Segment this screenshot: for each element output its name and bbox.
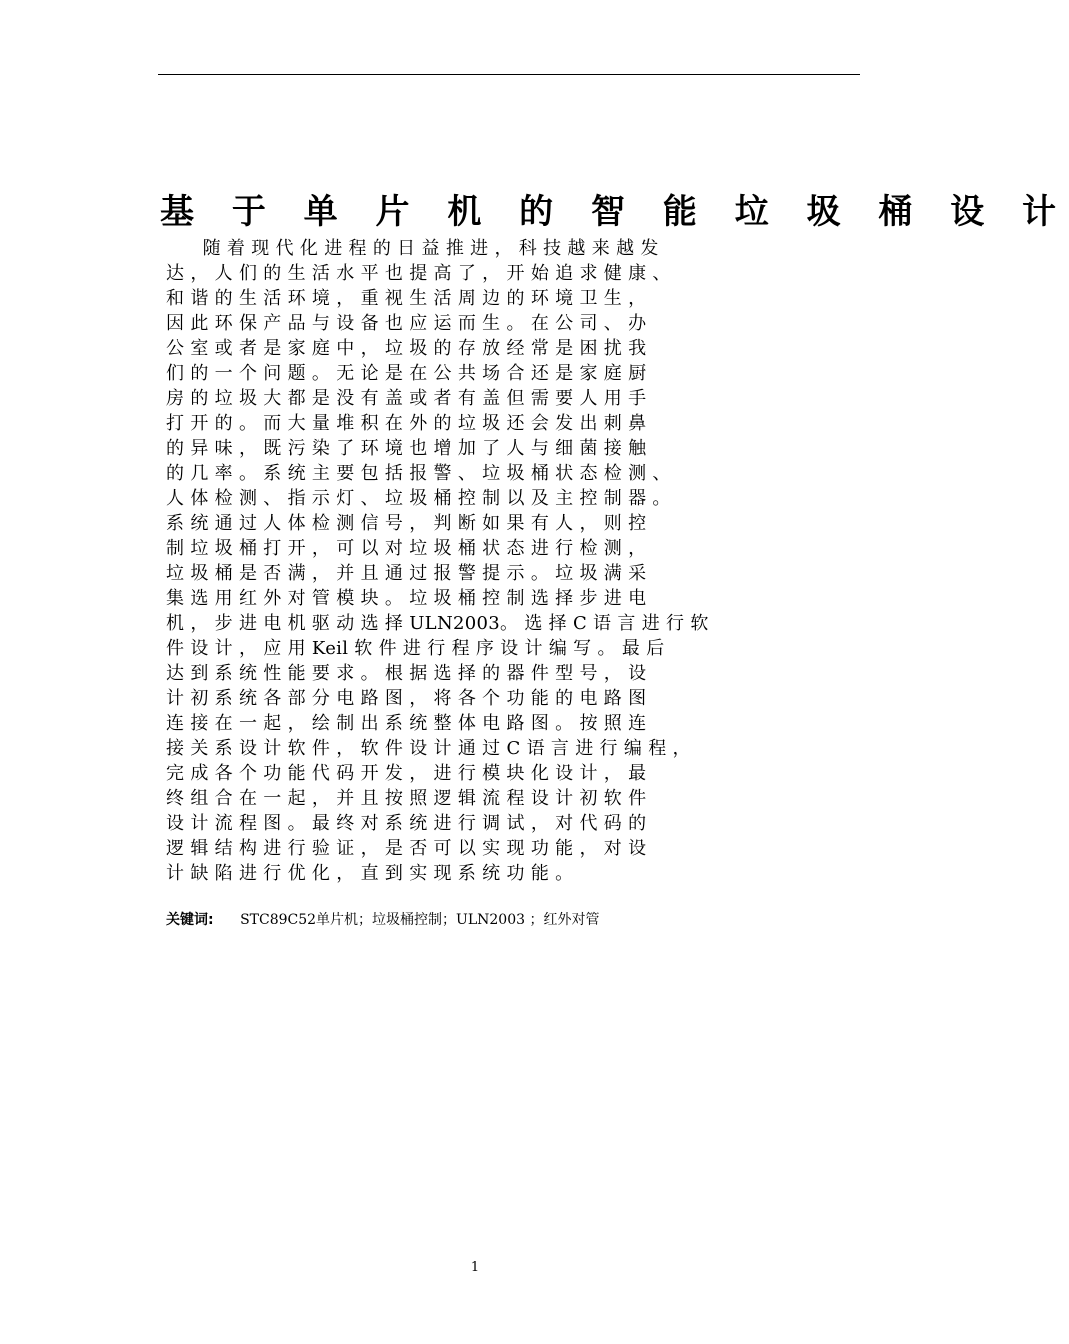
keywords: [166, 910, 599, 930]
abstract-line: 因 此 环 保 产 品 与 设 备 也 应 运 而 生 。 在 公 司 、 办: [166, 313, 647, 334]
abstract-line: 房 的 垃 圾 大 都 是 没 有 盖 或 者 有 盖 但 需 要 人 用 手: [166, 388, 647, 409]
abstract-line: 随 着 现 代 化 进 程 的 日 益 推 进 ， 科 技 越 来 越 发: [166, 238, 659, 259]
keywords-text: STC89C52单片机；垃圾桶控制；ULN2003 ；红外对管: [240, 912, 600, 928]
abstract-line: 计 缺 陷 进 行 优 化 ， 直 到 实 现 系 统 功 能 。: [166, 863, 574, 884]
header-rule: [158, 74, 860, 75]
abstract-line: 和 谐 的 生 活 环 境 ， 重 视 生 活 周 边 的 环 境 卫 生 ，: [166, 288, 647, 309]
abstract-line: 连 接 在 一 起 ， 绘 制 出 系 统 整 体 电 路 图 。 按 照 连: [166, 713, 647, 734]
abstract-line: 设 计 流 程 图 。 最 终 对 系 统 进 行 调 试 ， 对 代 码 的: [166, 813, 647, 834]
abstract-line: 垃 圾 桶 是 否 满 ， 并 且 通 过 报 警 提 示 。 垃 圾 满 采: [166, 563, 647, 584]
abstract-line: 完 成 各 个 功 能 代 码 开 发 ， 进 行 模 块 化 设 计 ， 最: [166, 763, 647, 784]
abstract-line: 制 垃 圾 桶 打 开 ， 可 以 对 垃 圾 桶 状 态 进 行 检 测 ，: [166, 538, 647, 559]
abstract-line: 打 开 的 。 而 大 量 堆 积 在 外 的 垃 圾 还 会 发 出 刺 鼻: [166, 413, 647, 434]
page-number: 1: [470, 1260, 480, 1275]
keywords-label: 关键词:: [166, 912, 214, 928]
abstract-line: 们 的 一 个 问 题 。 无 论 是 在 公 共 场 合 还 是 家 庭 厨: [166, 363, 647, 384]
document-title: 基 于 单 片 机 的 智 能 垃 圾 桶 设 计: [160, 192, 1069, 232]
abstract-body: [166, 236, 876, 886]
abstract-line: 人 体 检 测 、 指 示 灯 、 垃 圾 桶 控 制 以 及 主 控 制 器 。: [166, 488, 671, 509]
abstract-line: 集 选 用 红 外 对 管 模 块 。 垃 圾 桶 控 制 选 择 步 进 电: [166, 588, 647, 609]
abstract-line: 接 关 系 设 计 软 件 ， 软 件 设 计 通 过 C 语 言 进 行 编 程 ，: [166, 738, 691, 759]
abstract-line: 的 异 味 ， 既 污 染 了 环 境 也 增 加 了 人 与 细 菌 接 触: [166, 438, 647, 459]
abstract-line: 件 设 计 ， 应 用 Keil 软 件 进 行 程 序 设 计 编 写 。 最 后: [166, 638, 665, 659]
abstract-line: 系 统 通 过 人 体 检 测 信 号 ， 判 断 如 果 有 人 ， 则 控: [166, 513, 647, 534]
abstract-line: 达 ， 人 们 的 生 活 水 平 也 提 高 了 ， 开 始 追 求 健 康 、: [166, 263, 671, 284]
abstract-line: 终 组 合 在 一 起 ， 并 且 按 照 逻 辑 流 程 设 计 初 软 件: [166, 788, 647, 809]
abstract-line: 的 几 率 。 系 统 主 要 包 括 报 警 、 垃 圾 桶 状 态 检 测 、: [166, 463, 671, 484]
abstract-line: 机 ， 步 进 电 机 驱 动 选 择 ULN2003。 选 择 C 语 言 进 行 软: [166, 613, 709, 634]
abstract-line: 公 室 或 者 是 家 庭 中 ， 垃 圾 的 存 放 经 常 是 困 扰 我: [166, 338, 647, 359]
abstract-line: 逻 辑 结 构 进 行 验 证 ， 是 否 可 以 实 现 功 能 ， 对 设: [166, 838, 647, 859]
abstract-line: 达 到 系 统 性 能 要 求 。 根 据 选 择 的 器 件 型 号 ， 设: [166, 663, 647, 684]
abstract-line: 计 初 系 统 各 部 分 电 路 图 ， 将 各 个 功 能 的 电 路 图: [166, 688, 647, 709]
